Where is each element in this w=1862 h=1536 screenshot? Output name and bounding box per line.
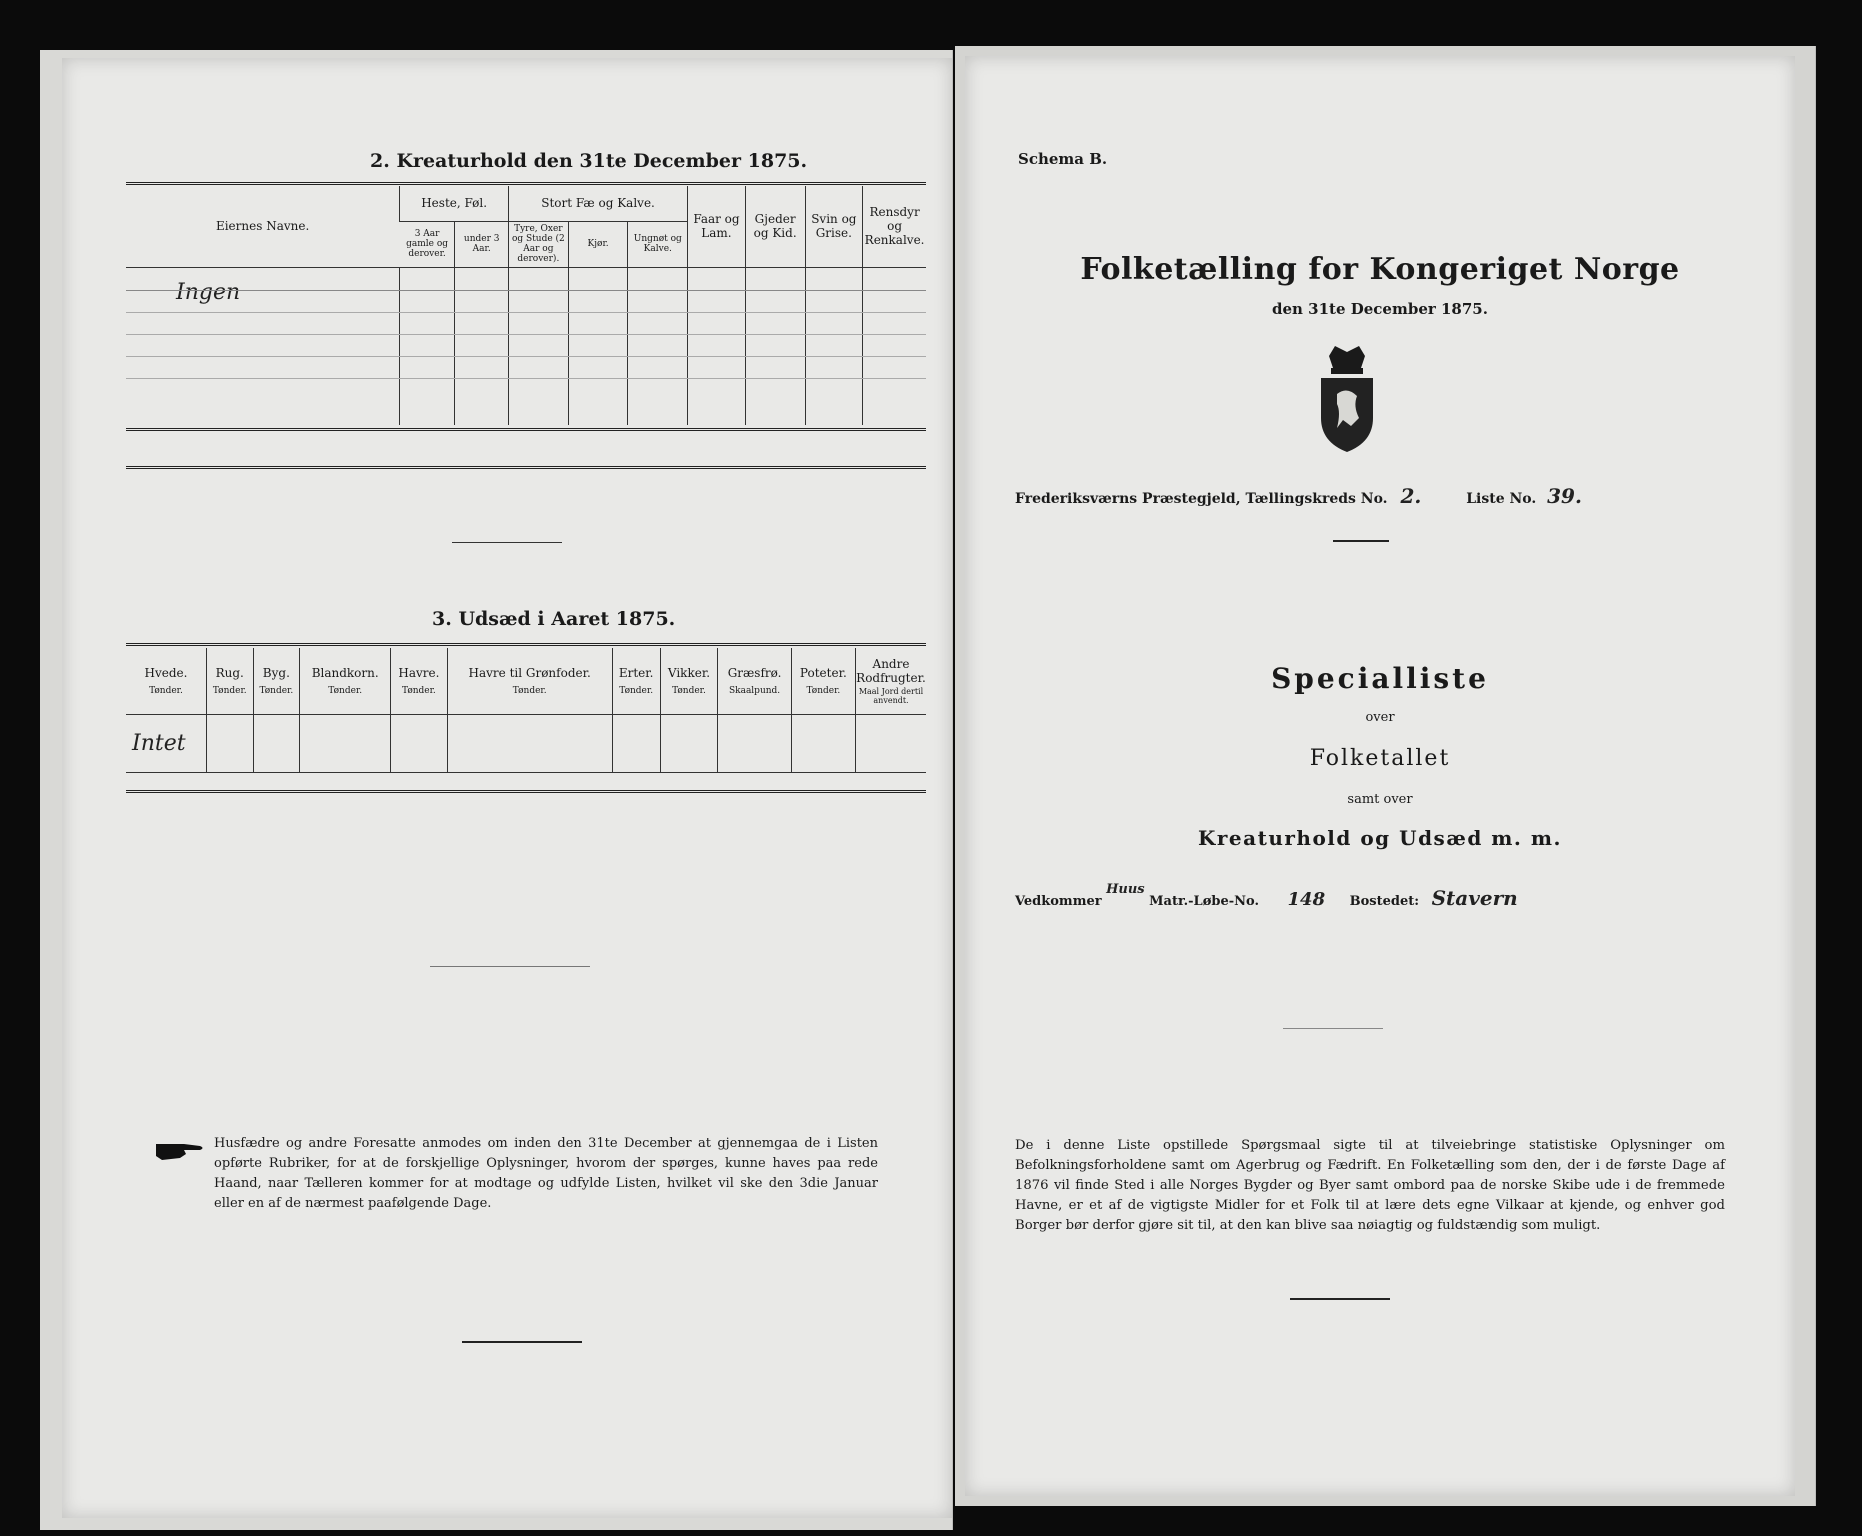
- sub-heste-1: 3 Aar gamle og derover.: [406, 229, 449, 259]
- grp-stort: Stort Fæ og Kalve.: [541, 196, 655, 211]
- bosted-value: Stavern: [1431, 886, 1518, 910]
- col-svin: Svin og Grise.: [811, 212, 857, 241]
- seed-col-8: Græsfrø. Skaalpund.: [718, 648, 791, 714]
- info-paragraph: De i denne Liste opstillede Spørgsmaal sigte til at tilveiebringe statistiske Oplysninger om Befolkningsforholdene samt om Agerbrug og Fædrift. En Folketælling som den, der i de første Dage af 1876 vil finde Sted i alle Norges Bygder og Byer samt ombord paa de norske Skibe ude i de fremmede Havne, er et af de vigtigste Midler for et Folk til at lære dets egne Vilkaar at kjende, og enhver god Borger bør derfor gjøre sit til, at den kan blive saa nøiagtig og fuldstændig som muligt.: [1015, 1138, 1725, 1233]
- pointing-hand-icon: [154, 1136, 206, 1166]
- livestock-entry: Ingen: [176, 279, 241, 305]
- vedk-label: Vedkommer: [1015, 894, 1102, 909]
- main-title: Folketælling for Kongeriget Norge: [1080, 252, 1680, 287]
- grp-heste: Heste, Føl.: [421, 196, 488, 211]
- livestock-table: [126, 186, 926, 425]
- seed-col-9: Poteter. Tønder.: [791, 648, 855, 714]
- matr-no: 148: [1287, 889, 1326, 910]
- right-page: [965, 56, 1795, 1496]
- sub-stort-1: Tyre, Oxer og Stude (2 Aar og derover).: [511, 224, 565, 264]
- seed-col-6: Erter. Tønder.: [612, 648, 660, 714]
- seed-table: [126, 648, 926, 773]
- liste-no: 39.: [1547, 484, 1582, 508]
- schema-label: Schema B.: [1018, 150, 1108, 168]
- district-label: Frederiksværns Præstegjeld, Tællingskreds No.: [1015, 491, 1388, 507]
- sub-heste-2: under 3 Aar.: [463, 234, 500, 254]
- seed-col-1: Rug. Tønder.: [206, 648, 253, 714]
- liste-label: Liste No.: [1466, 491, 1537, 507]
- seed-col-2: Byg. Tønder.: [253, 648, 300, 714]
- seed-col-4: Havre. Tønder.: [391, 648, 447, 714]
- col-faar: Faar og Lam.: [693, 212, 740, 241]
- section3-title: 3. Udsæd i Aaret 1875.: [432, 608, 676, 630]
- seed-col-10: Andre Rodfrugter. Maal Jord dertil anvendt.: [856, 648, 927, 714]
- over-1: over: [1365, 710, 1395, 725]
- seed-entry: Intet: [132, 730, 186, 756]
- section2-title: 2. Kreaturhold den 31te December 1875.: [370, 150, 808, 172]
- samt-over: samt over: [1347, 792, 1413, 807]
- bosted-label: Bostedet:: [1349, 894, 1420, 909]
- address-line: [1015, 882, 1518, 910]
- sub-stort-2: Kjør.: [587, 239, 609, 249]
- district-no: 2.: [1400, 484, 1422, 508]
- col-gjeder: Gjeder og Kid.: [753, 212, 797, 241]
- census-date: den 31te December 1875.: [1272, 300, 1488, 318]
- seed-col-0: Hvede. Tønder.: [144, 665, 188, 696]
- seed-col-5: Havre til Grønfoder. Tønder.: [447, 648, 612, 714]
- matr-label: Matr.-Løbe-No.: [1149, 894, 1259, 909]
- sub-stort-3: Ungnøt og Kalve.: [633, 234, 682, 254]
- kreaturhold-heading: Kreaturhold og Udsæd m. m.: [1198, 826, 1562, 850]
- left-page: [62, 58, 952, 1518]
- specialliste-heading: Specialliste: [1271, 662, 1489, 695]
- folketallet-heading: Folketallet: [1309, 746, 1451, 771]
- seed-col-3: Blandkorn. Tønder.: [300, 648, 391, 714]
- col-rensdyr: Rensdyr og Renkalve.: [864, 205, 925, 248]
- vedk-insert: Huus: [1106, 882, 1145, 897]
- notice-text: Husfædre og andre Foresatte anmodes om inden den 31te December at gjennemgaa de i Listen opførte Rubriker, for at de forskjellige Oplysninger, hvorom der spørges, kunne haves paa rede Haand, naar Tælleren kommer for at modtage og udfylde Listen, hvilket vil ske den 3die Januar eller en af de nærmest paafølgende Dage.: [214, 1136, 878, 1211]
- district-line: [1015, 484, 1582, 508]
- coat-of-arms-icon: [1307, 346, 1387, 456]
- col-owner: Eiernes Navne.: [215, 219, 310, 234]
- seed-col-7: Vikker. Tønder.: [660, 648, 718, 714]
